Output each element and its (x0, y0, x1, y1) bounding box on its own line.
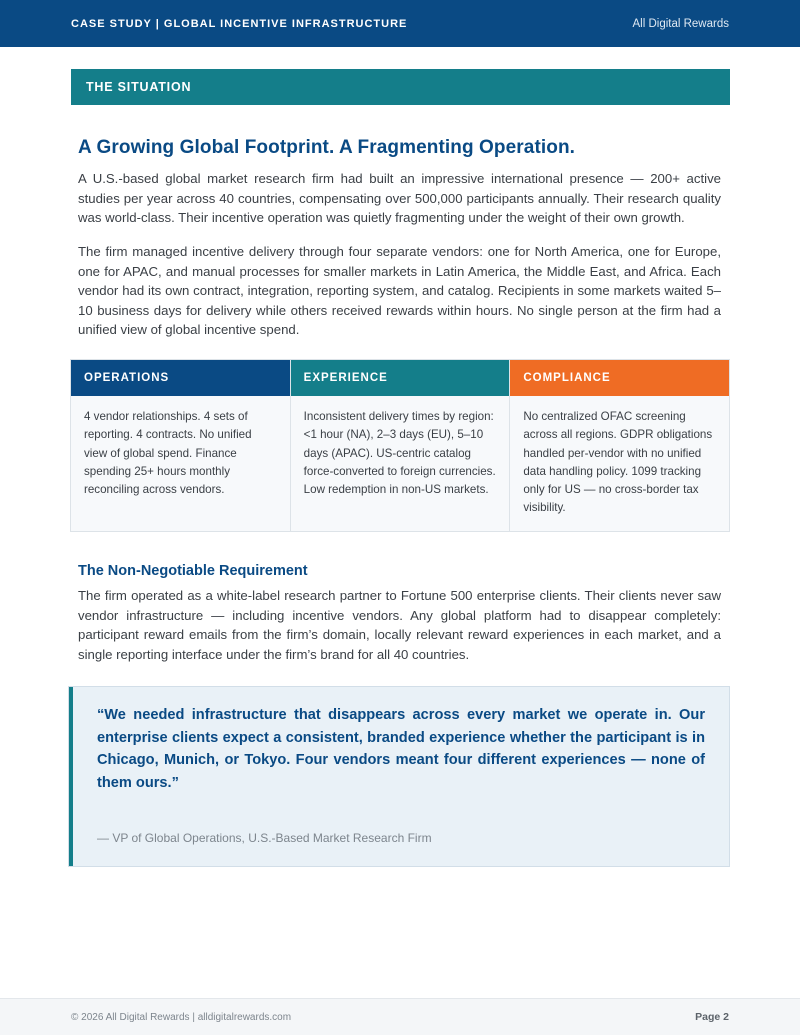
header-brand-name: All Digital Rewards (632, 17, 729, 30)
page-header (0, 0, 800, 47)
requirement-paragraph: The firm operated as a white-label research partner to Fortune 500 enterprise clients. Their clients never saw vendor infrastructure — including incentive vendors. Any global platform had to disappear completely: participant reward emails from the firm’s domain, locally relevant reward experiences in each market, and a single reporting interface under the firm’s brand for all 40 countries. (78, 588, 721, 662)
card-operations-body: 4 vendor relationships. 4 sets of reporting. 4 contracts. No unified view of global spend. Finance spending 25+ hours monthly reconciling across vendors. (84, 410, 252, 497)
header-case-study-label: CASE STUDY | GLOBAL INCENTIVE INFRASTRUCTURE (71, 17, 408, 30)
quote-attribution: — VP of Global Operations, U.S.-Based Market Research Firm (97, 831, 432, 845)
quote-accent-bar (69, 687, 73, 866)
situation-paragraph-1: A U.S.-based global market research firm had built an impressive international presence — 200+ active studies per year across 40 countries, compensating over 500,000 participants annually. Their research quality was world-class. Their incentive operation was quietly fragmenting under the weight of their own growth. (78, 171, 721, 225)
footer-copyright: © 2026 All Digital Rewards | alldigitalrewards.com (71, 1011, 292, 1023)
card-experience-title: EXPERIENCE (291, 360, 510, 396)
page-footer (0, 998, 800, 1035)
page-headline: A Growing Global Footprint. A Fragmenting Operation. (78, 137, 576, 158)
card-operations-title: OPERATIONS (71, 360, 290, 396)
challenge-cards (70, 359, 730, 532)
card-compliance-title: COMPLIANCE (510, 360, 729, 396)
section-banner: THE SITUATION (71, 69, 730, 105)
card-experience (291, 360, 511, 531)
testimonial-quote-box (68, 686, 730, 867)
page-number: Page 2 (695, 1011, 729, 1023)
card-operations (71, 360, 291, 531)
requirement-heading: The Non-Negotiable Requirement (78, 563, 308, 579)
card-compliance (510, 360, 729, 531)
quote-text: “We needed infrastructure that disappears across every market we operate in. Our enterprise clients expect a consistent, branded experience whether the participant is in Chicago, Munich, or Tokyo. Four vendors meant four different experiences — none of them ours.” (97, 707, 705, 791)
card-compliance-body: No centralized OFAC screening across all regions. GDPR obligations handled per-vendor with no unified data handling policy. 1099 tracking only for US — no cross-border tax visibility. (523, 410, 713, 515)
card-experience-body: Inconsistent delivery times by region: <1 hour (NA), 2–3 days (EU), 5–10 days (APAC). US-centric catalog force-converted to foreign currencies. Low redemption in non-US markets. (303, 410, 496, 497)
situation-paragraph-2: The firm managed incentive delivery through four separate vendors: one for North America, one for Europe, one for APAC, and manual processes for smaller markets in Latin America, the Middle East, and Africa. Each vendor had its own contract, integration, reporting system, and catalog. Recipients in some markets waited 5–10 business days for delivery while others received rewards within hours. No single person at the firm had a unified view of global incentive spend. (78, 244, 721, 337)
